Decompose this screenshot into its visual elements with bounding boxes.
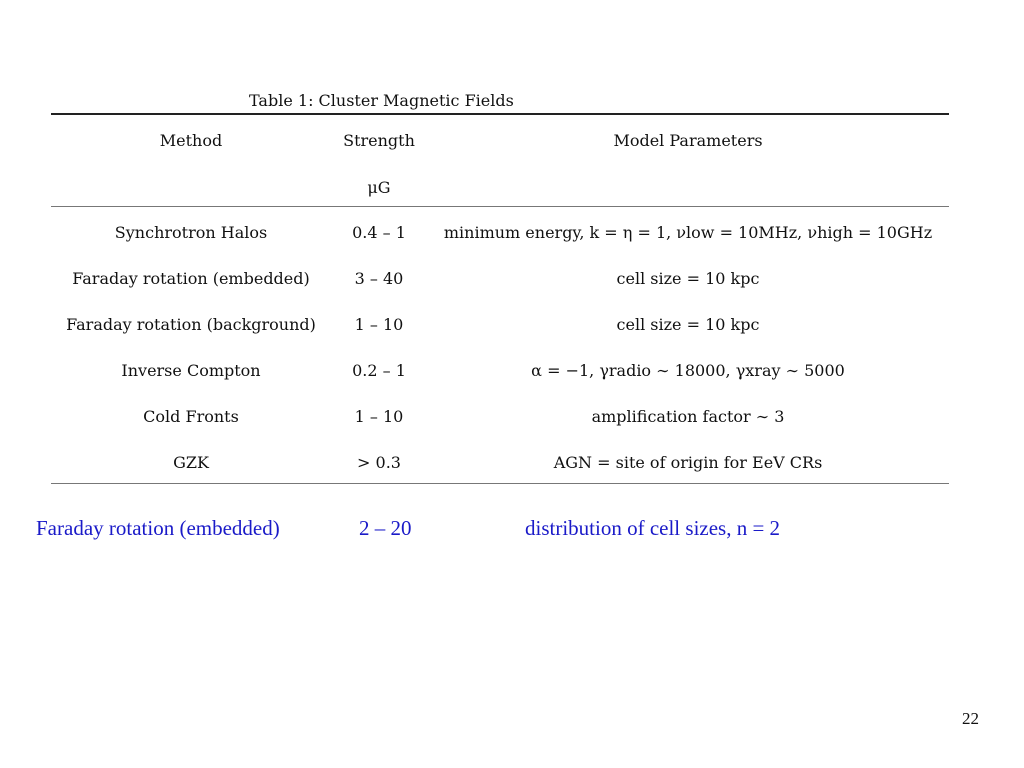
table-header-rule xyxy=(51,206,949,207)
header-params: Model Parameters xyxy=(613,131,763,150)
annotation-method: Faraday rotation (embedded) xyxy=(36,516,280,540)
table-row xyxy=(0,223,1024,247)
row-method: Faraday rotation (embedded) xyxy=(72,269,310,288)
header-strength: Strength xyxy=(343,131,415,150)
table-row xyxy=(0,453,1024,477)
table-row xyxy=(0,269,1024,293)
row-strength: 0.2 – 1 xyxy=(352,361,406,380)
table-row xyxy=(0,315,1024,339)
row-method: Faraday rotation (background) xyxy=(66,315,316,334)
row-strength: > 0.3 xyxy=(357,453,401,472)
row-strength: 3 – 40 xyxy=(354,269,404,288)
row-params: cell size = 10 kpc xyxy=(616,269,760,288)
row-params: α = −1, γradio ∼ 18000, γxray ∼ 5000 xyxy=(531,361,845,380)
row-params: amplification factor ∼ 3 xyxy=(591,407,785,426)
row-strength: 0.4 – 1 xyxy=(352,223,406,242)
row-method: Cold Fronts xyxy=(143,407,239,426)
row-params: minimum energy, k = η = 1, νlow = 10MHz, νhigh = 10GHz xyxy=(443,223,933,242)
row-params: AGN = site of origin for EeV CRs xyxy=(553,453,823,472)
header-method: Method xyxy=(159,131,223,150)
row-params: cell size = 10 kpc xyxy=(616,315,760,334)
page-number: 22 xyxy=(962,709,979,728)
row-method: GZK xyxy=(173,453,209,472)
row-strength: 1 – 10 xyxy=(354,407,404,426)
annotation-params: distribution of cell sizes, n = 2 xyxy=(525,516,781,540)
row-strength: 1 – 10 xyxy=(354,315,404,334)
table-bottom-rule xyxy=(51,483,949,484)
row-method: Synchrotron Halos xyxy=(114,223,268,242)
header-strength-unit: μG xyxy=(367,178,391,197)
row-method: Inverse Compton xyxy=(121,361,261,380)
table-row xyxy=(0,361,1024,385)
table-top-rule xyxy=(51,113,949,115)
table-row xyxy=(0,407,1024,431)
table-caption: Table 1: Cluster Magnetic Fields xyxy=(249,91,514,110)
annotation-strength: 2 – 20 xyxy=(359,516,412,540)
